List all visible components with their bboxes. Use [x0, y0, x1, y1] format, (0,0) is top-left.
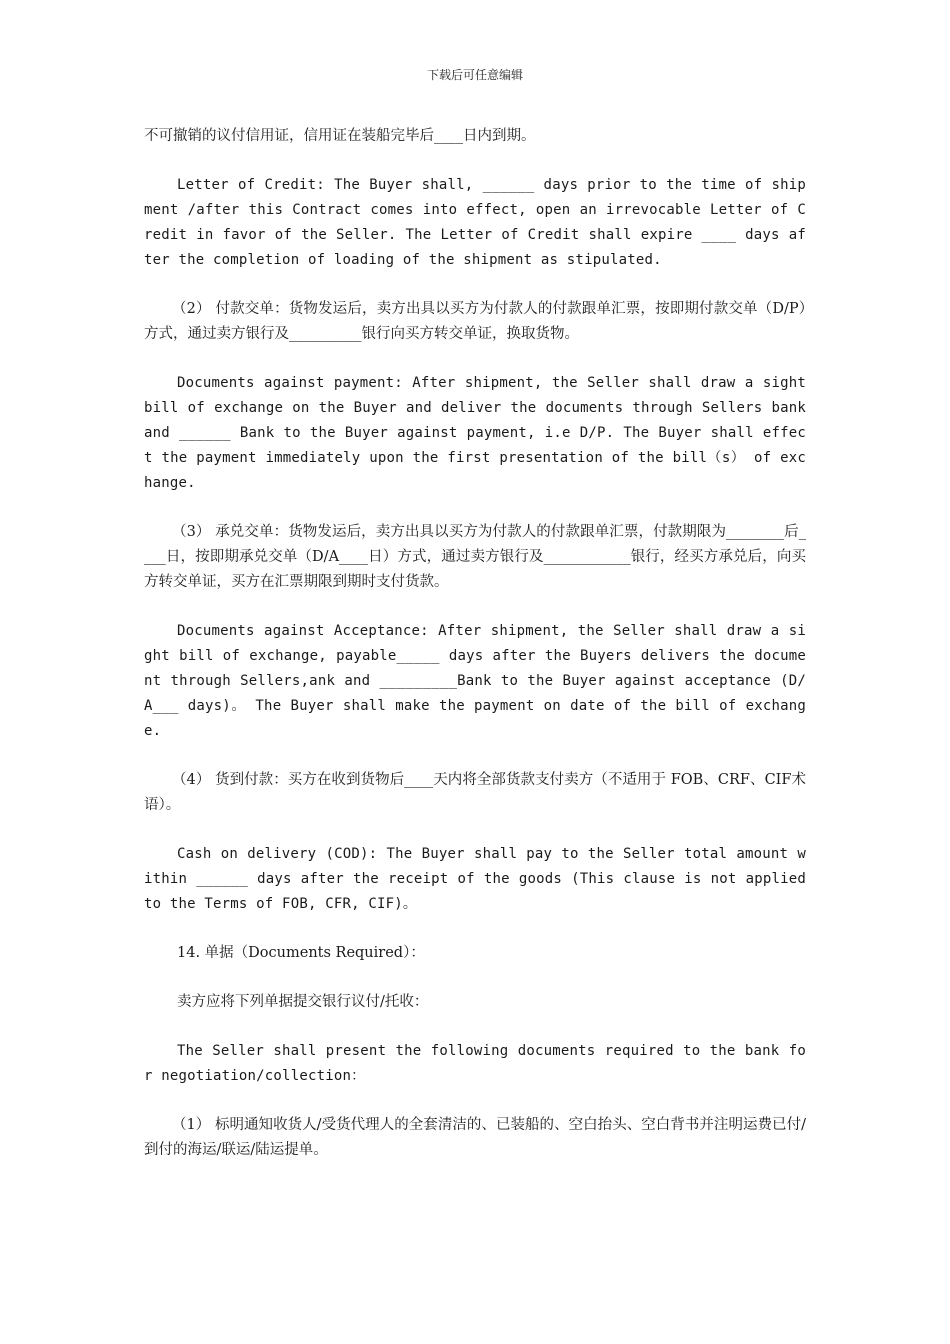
page-header: 下载后可任意编辑 [426, 68, 523, 82]
dp-clause-en: Documents against payment: After shipment, the Seller shall draw a sight bill of exchange on the Buyer and deliver the documents through Sellers bank and ______ Bank to the Buyer against payment, i.e D/P. The Buyer shall effect the payment immediately upon the first presentation of the bill（s） of exchange. [144, 375, 815, 491]
lc-expiry-clause-cn: 不可撤销的议付信用证，信用证在装船完毕后____日内到期。 [144, 128, 536, 144]
dp-clause-cn: （2） 付款交单：货物发运后，卖方出具以买方为付款人的付款跟单汇票，按即期付款交单（D/P）方式，通过卖方银行及__________银行向买方转交单证，换取货物。 [144, 301, 806, 342]
da-clause-cn: （3） 承兑交单：货物发运后，卖方出具以买方为付款人的付款跟单汇票，付款期限为________后____日，按即期承兑交单（D/A____日）方式，通过卖方银行及____________银行，经买方承兑后，向买方转交单证，买方在汇票期限到期时支付货款。 [144, 524, 806, 590]
lc-clause-en: Letter of Credit: The Buyer shall, ______ days prior to the time of shipment /after this Contract comes into effect, open an irrevocable Letter of Credit in favor of the Seller. The Letter of Credit shall expire ____ days after the completion of loading of the shipment as stipulated. [144, 177, 806, 268]
documents-intro-en: The Seller shall present the following documents required to the bank for negotiation/collection： [144, 1043, 806, 1084]
section-14-heading: 14. 单据（Documents Required）： [177, 945, 425, 961]
cod-clause-en: Cash on delivery (COD): The Buyer shall pay to the Seller total amount within ______ days after the receipt of the goods (This clause is not applied to the Terms of FOB, CFR, CIF)。 [144, 846, 815, 912]
documents-intro-cn: 卖方应将下列单据提交银行议付/托收： [177, 994, 429, 1010]
bill-of-lading-clause-cn: （1） 标明通知收货人/受货代理人的全套清洁的、已装船的、空白抬头、空白背书并注明运费已付/到付的海运/联运/陆运提单。 [144, 1117, 806, 1158]
da-clause-en: Documents against Acceptance: After shipment, the Seller shall draw a sight bill of exchange, payable_____ days after the Buyers delivers the document through Sellers,ank and _________Bank to the Buyer against acceptance (D/A___ days)。 The Buyer shall make the payment on date of the bill of exchange. [144, 623, 806, 739]
document-body [144, 124, 815, 1187]
cod-clause-cn: （4） 货到付款：买方在收到货物后____天内将全部货款支付卖方（不适用于 FOB、CRF、CIF术语）。 [144, 772, 806, 813]
